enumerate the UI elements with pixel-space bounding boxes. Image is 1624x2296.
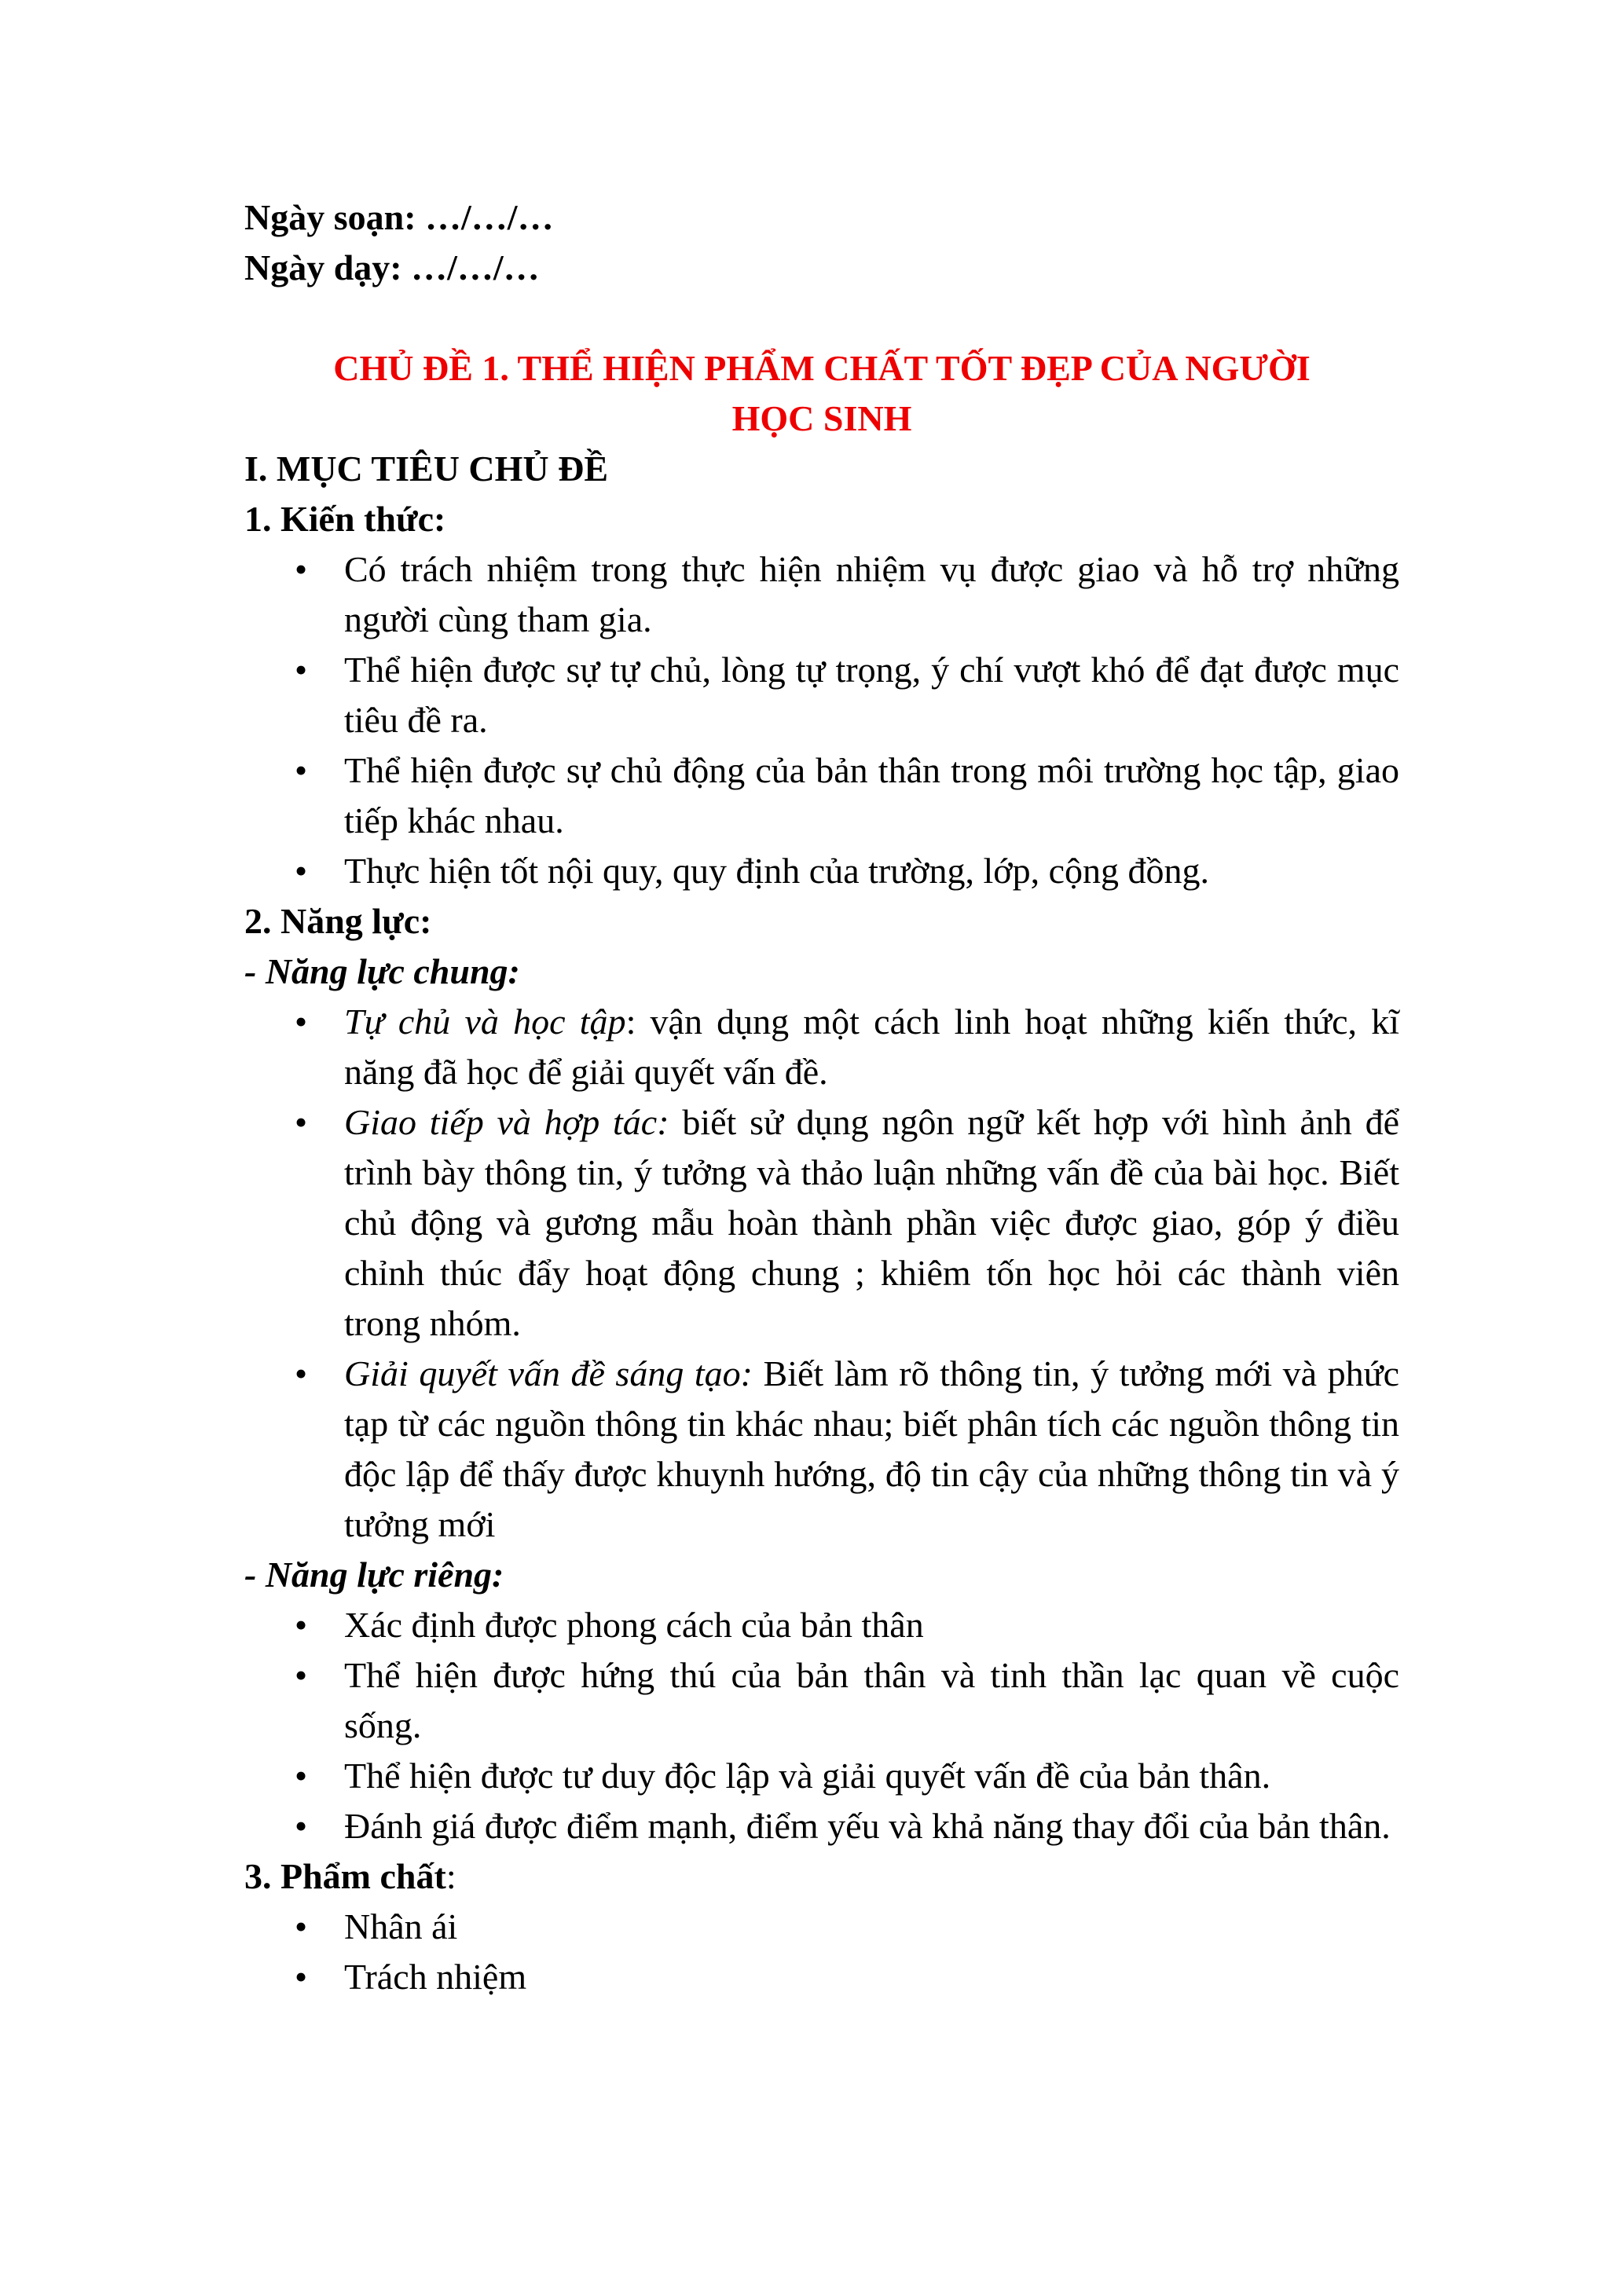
bullet-icon: • — [295, 1102, 308, 1142]
list-item — [244, 645, 1399, 745]
list-item — [244, 1097, 1399, 1349]
knowledge-list — [244, 544, 1399, 896]
qualities-heading — [244, 1851, 1399, 1902]
bullet-icon: • — [295, 1353, 308, 1393]
knowledge-heading: 1. Kiến thức: — [244, 499, 446, 539]
list-item-text: Trách nhiệm — [344, 1957, 527, 1997]
bullet-icon: • — [295, 851, 308, 891]
list-item — [244, 1952, 1399, 2002]
list-item — [244, 1801, 1399, 1851]
bullet-icon: • — [295, 1806, 308, 1846]
topic-title-line-2: HỌC SINH — [731, 398, 912, 438]
list-item-text: Nhân ái — [344, 1906, 458, 1946]
topic-title — [244, 343, 1399, 444]
bullet-icon: • — [295, 1002, 308, 1042]
specific-competence-heading: - Năng lực riêng: — [244, 1554, 504, 1595]
list-item — [244, 1751, 1399, 1801]
list-item — [244, 997, 1399, 1097]
qualities-heading-colon: : — [445, 1856, 456, 1896]
list-item-text: Thể hiện được sự chủ động của bản thân trong môi trường học tập, giao tiếp khác nhau. — [344, 750, 1399, 840]
list-item-text: Thể hiện được sự tự chủ, lòng tự trọng, ý chí vượt khó để đạt được mục tiêu đề ra. — [344, 650, 1399, 740]
section-objectives-heading: I. MỤC TIÊU CHỦ ĐỀ — [244, 449, 609, 489]
list-item — [244, 1349, 1399, 1550]
list-item — [244, 846, 1399, 896]
list-item-text: Thể hiện được hứng thú của bản thân và tinh thần lạc quan về cuộc sống. — [344, 1655, 1399, 1745]
competence-heading: 2. Năng lực: — [244, 901, 432, 941]
bullet-icon: • — [295, 1756, 308, 1796]
qualities-heading-text: 3. Phẩm chất — [244, 1856, 446, 1896]
bullet-icon: • — [295, 549, 308, 589]
list-item-text: Có trách nhiệm trong thực hiện nhiệm vụ được giao và hỗ trợ những người cùng tham gia. — [344, 549, 1399, 639]
document-page — [244, 192, 1399, 2002]
list-item — [244, 1902, 1399, 1952]
prep-date: Ngày soạn: …/…/… — [244, 197, 554, 237]
bullet-icon: • — [295, 650, 308, 690]
specific-competence-list — [244, 1600, 1399, 1851]
bullet-icon: • — [295, 1906, 308, 1946]
bullet-icon: • — [295, 1957, 308, 1997]
list-item-text: Xác định được phong cách của bản thân — [344, 1605, 924, 1645]
bullet-icon: • — [295, 1655, 308, 1695]
list-item-text: Thể hiện được tư duy độc lập và giải quyết vấn đề của bản thân. — [344, 1756, 1271, 1796]
list-item — [244, 745, 1399, 846]
general-competence-heading: - Năng lực chung: — [244, 951, 520, 991]
bullet-icon: • — [295, 1605, 308, 1645]
list-item-label: Giao tiếp và hợp tác: — [344, 1102, 669, 1142]
bullet-icon: • — [295, 750, 308, 790]
list-item — [244, 544, 1399, 645]
topic-title-line-1: CHỦ ĐỀ 1. THỂ HIỆN PHẨM CHẤT TỐT ĐẸP CỦA NGƯỜI — [333, 348, 1311, 388]
list-item-text: biết sử dụng ngôn ngữ kết hợp với hình ảnh để trình bày thông tin, ý tưởng và thảo luận những vấn đề của bài học. Biết chủ động và gương mẫu hoàn thành phần việc được giao, góp ý điều chỉnh thúc đẩy hoạt động chung ; khiêm tốn học hỏi các thành viên trong nhóm. — [344, 1102, 1399, 1343]
list-item-text: Thực hiện tốt nội quy, quy định của trường, lớp, cộng đồng. — [344, 851, 1209, 891]
list-item — [244, 1650, 1399, 1751]
qualities-list — [244, 1902, 1399, 2002]
list-item-label: Tự chủ và học tập — [344, 1002, 626, 1042]
list-item-text: Đánh giá được điểm mạnh, điểm yếu và khả năng thay đổi của bản thân. — [344, 1806, 1391, 1846]
list-item-text: Biết làm rõ thông tin, ý tưởng mới và phức tạp từ các nguồn thông tin khác nhau; biết phân tích các nguồn thông tin độc lập để thấy được khuynh hướng, độ tin cậy của những thông tin và ý tưởng mới — [344, 1353, 1400, 1544]
list-item — [244, 1600, 1399, 1650]
list-item-label: Giải quyết vấn đề sáng tạo: — [344, 1353, 753, 1393]
general-competence-list — [244, 997, 1399, 1550]
teach-date: Ngày dạy: …/…/… — [244, 247, 540, 287]
list-item-text: : vận dụng một cách linh hoạt những kiến thức, kĩ năng đã học để giải quyết vấn đề. — [344, 1002, 1399, 1092]
